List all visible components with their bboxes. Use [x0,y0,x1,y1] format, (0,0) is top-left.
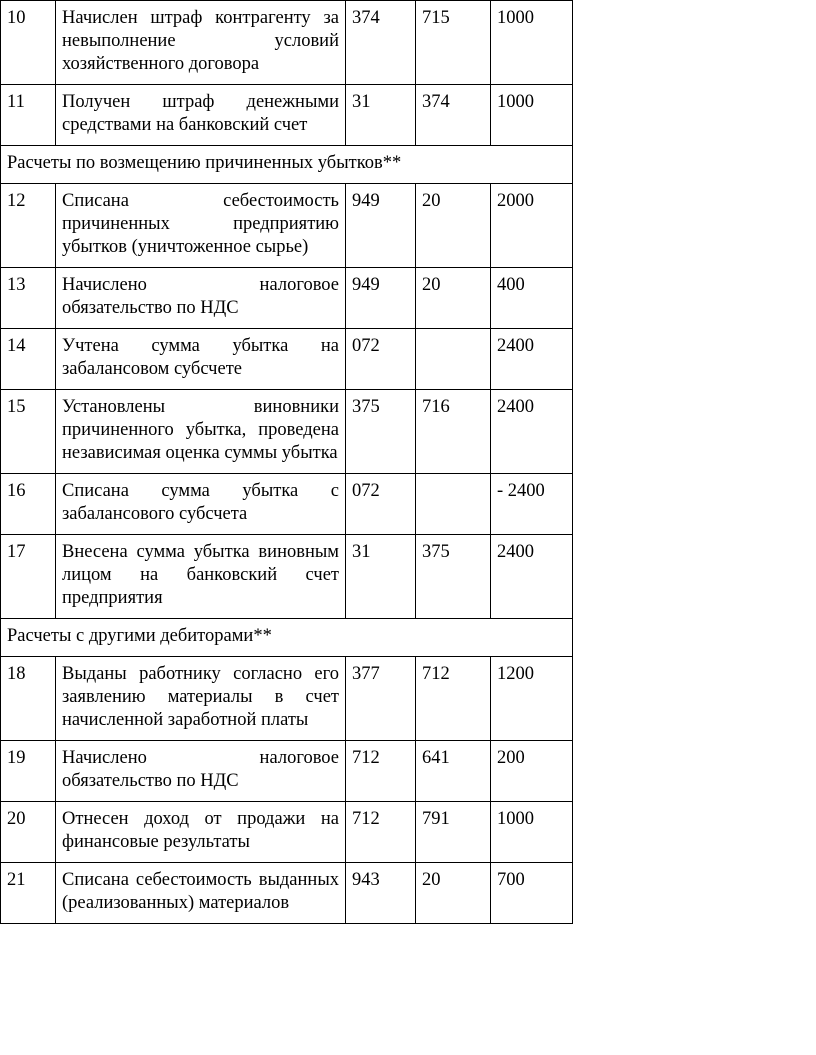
credit-account: 716 [416,390,491,474]
entry-amount: 2400 [491,390,573,474]
table-row [1,535,573,619]
entry-number: 18 [1,657,56,741]
entry-number: 16 [1,474,56,535]
entry-number: 19 [1,741,56,802]
entry-amount: 1000 [491,1,573,85]
entry-amount: 200 [491,741,573,802]
entry-number: 17 [1,535,56,619]
entry-description: Выданы работнику согласно его заявлению материалы в счет начисленной заработной платы [56,657,346,741]
entry-description: Начислено налоговое обязательство по НДС [56,741,346,802]
entry-amount: 1000 [491,802,573,863]
entry-description: Списана сумма убытка с забалансового субсчета [56,474,346,535]
debit-account: 943 [346,863,416,924]
entry-description: Внесена сумма убытка виновным лицом на банковский счет предприятия [56,535,346,619]
entry-number: 12 [1,184,56,268]
entry-description: Отнесен доход от продажи на финансовые результаты [56,802,346,863]
ledger-body [1,1,573,924]
table-row [1,657,573,741]
credit-account: 374 [416,85,491,146]
entry-number: 20 [1,802,56,863]
table-row [1,390,573,474]
section-header-row [1,146,573,184]
entry-number: 13 [1,268,56,329]
debit-account: 31 [346,535,416,619]
debit-account: 072 [346,329,416,390]
entry-amount: 700 [491,863,573,924]
table-row [1,184,573,268]
table-row [1,741,573,802]
entry-amount: 2400 [491,329,573,390]
credit-account: 20 [416,184,491,268]
entry-description: Начислено налоговое обязательство по НДС [56,268,346,329]
entry-description: Начислен штраф контрагенту за невыполнение условий хозяйственного договора [56,1,346,85]
credit-account: 715 [416,1,491,85]
credit-account: 712 [416,657,491,741]
entry-amount: 2400 [491,535,573,619]
entry-description: Списана себестоимость выданных (реализованных) материалов [56,863,346,924]
entry-amount: 2000 [491,184,573,268]
debit-account: 712 [346,802,416,863]
credit-account [416,474,491,535]
table-row [1,1,573,85]
table-row [1,268,573,329]
entry-description: Установлены виновники причиненного убытка, проведена независимая оценка суммы убытка [56,390,346,474]
entry-description: Учтена сумма убытка на забалансовом субсчете [56,329,346,390]
debit-account: 377 [346,657,416,741]
debit-account: 375 [346,390,416,474]
table-row [1,802,573,863]
table-row [1,474,573,535]
entry-number: 10 [1,1,56,85]
credit-account: 791 [416,802,491,863]
debit-account: 31 [346,85,416,146]
entry-amount: 1200 [491,657,573,741]
entry-number: 11 [1,85,56,146]
section-title: Расчеты с другими дебиторами** [1,619,573,657]
debit-account: 374 [346,1,416,85]
entry-amount: 1000 [491,85,573,146]
table-row [1,863,573,924]
entry-amount: 400 [491,268,573,329]
credit-account: 641 [416,741,491,802]
credit-account: 20 [416,863,491,924]
entry-number: 15 [1,390,56,474]
entry-amount: - 2400 [491,474,573,535]
table-row [1,329,573,390]
section-title: Расчеты по возмещению причиненных убытков** [1,146,573,184]
entry-number: 14 [1,329,56,390]
credit-account: 375 [416,535,491,619]
section-header-row [1,619,573,657]
entry-number: 21 [1,863,56,924]
debit-account: 949 [346,268,416,329]
credit-account [416,329,491,390]
debit-account: 072 [346,474,416,535]
credit-account: 20 [416,268,491,329]
debit-account: 949 [346,184,416,268]
entry-description: Списана себестоимость причиненных предприятию убытков (уничтоженное сырье) [56,184,346,268]
entry-description: Получен штраф денежными средствами на банковский счет [56,85,346,146]
debit-account: 712 [346,741,416,802]
table-row [1,85,573,146]
